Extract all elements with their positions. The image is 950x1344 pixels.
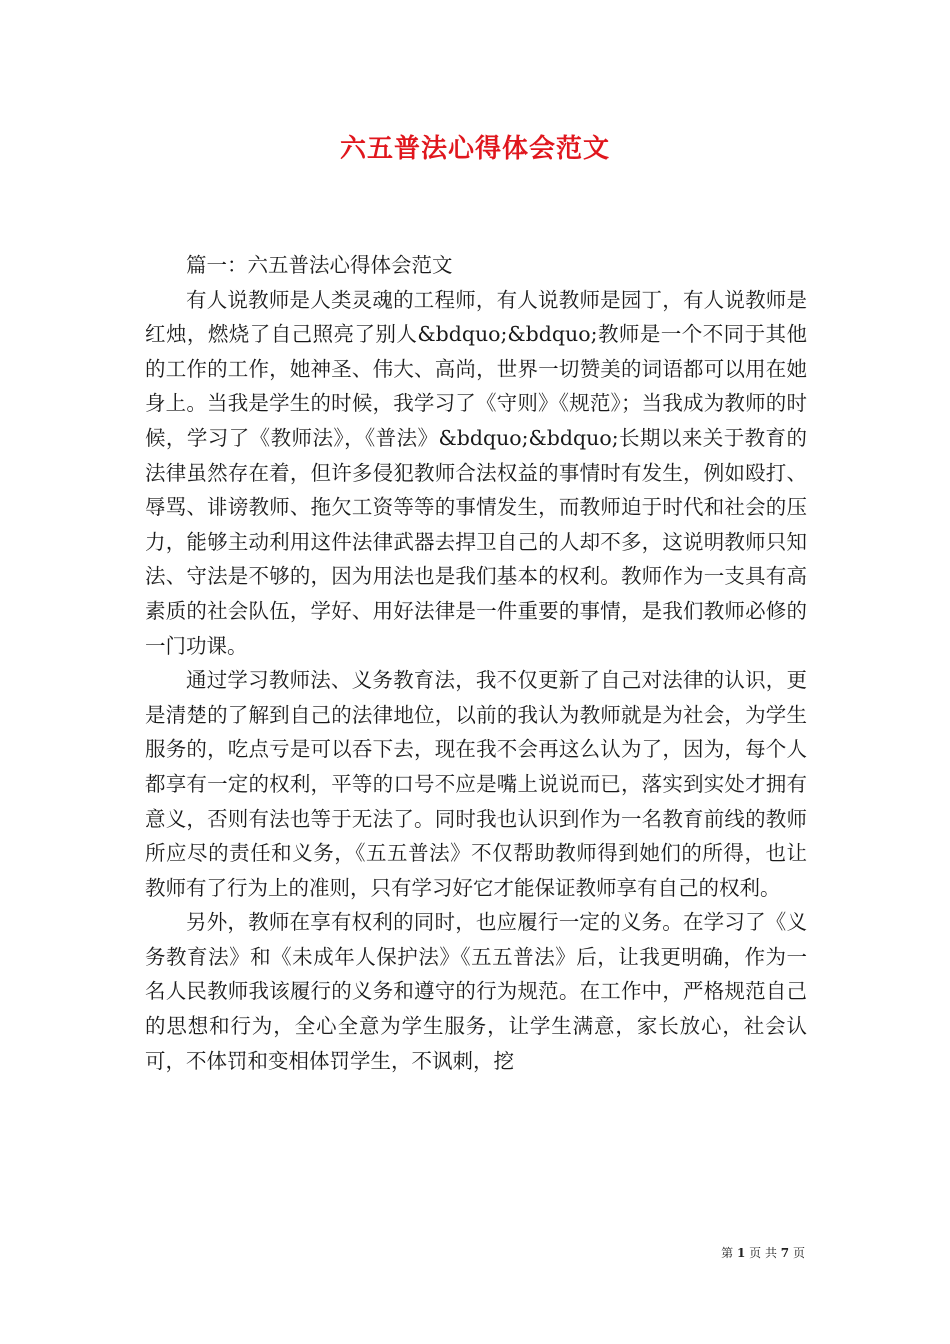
body-paragraph: 通过学习教师法、义务教育法，我不仅更新了自己对法律的认识，更是清楚的了解到自己的法律地位，以前的我认为教师就是为社会，为学生服务的，吃点亏是可以吞下去，现在我不会再这么认为了，因为，每个人都享有一定的权利，平等的口号不应是嘴上说说而已，落实到实处才拥有意义，否则有法也等于无法了。同时我也认识到作为一名教育前线的教师所应尽的责任和义务，《五五普法》不仅帮助教师得到她们的所得，也让教师有了行为上的准则，只有学习好它才能保证教师享有自己的权利。: [145, 668, 807, 900]
section-heading: 篇一：六五普法心得体会范文: [186, 253, 453, 277]
page-suffix: 页: [792, 1246, 805, 1260]
page-middle: 页 共: [749, 1246, 777, 1260]
body-paragraph: 另外，教师在享有权利的同时，也应履行一定的义务。在学习了《义务教育法》和《未成年人保护法》《五五普法》后，让我更明确，作为一名人民教师我该履行的义务和遵守的行为规范。在工作中，严格规范自己的思想和行为，全心全意为学生服务，让学生满意，家长放心，社会认可，不体罚和变相体罚学生，不讽刺，挖: [145, 910, 807, 1073]
document-body: [145, 248, 807, 1078]
total-pages: 7: [780, 1246, 790, 1260]
body-paragraph: 有人说教师是人类灵魂的工程师，有人说教师是园丁，有人说教师是红烛，燃烧了自己照亮了别人&bdquo;&bdquo;教师是一个不同于其他的工作的工作，她神圣、伟大、高尚，世界一切赞美的词语都可以用在她身上。当我是学生的时候，我学习了《守则》《规范》；当我成为教师的时候，学习了《教师法》，《普法》&bdquo;&bdquo;长期以来关于教育的法律虽然存在着，但许多侵犯教师合法权益的事情时有发生，例如殴打、辱骂、诽谤教师、拖欠工资等等的事情发生，而教师迫于时代和社会的压力，能够主动利用这件法律武器去捍卫自己的人却不多，这说明教师只知法、守法是不够的，因为用法也是我们基本的权利。教师作为一支具有高素质的社会队伍，学好、用好法律是一件重要的事情，是我们教师必修的一门功课。: [145, 287, 807, 658]
current-page: 1: [736, 1246, 746, 1260]
page-number: [721, 1244, 805, 1261]
page-prefix: 第: [721, 1246, 734, 1260]
document-title: 六五普法心得体会范文: [339, 134, 610, 164]
